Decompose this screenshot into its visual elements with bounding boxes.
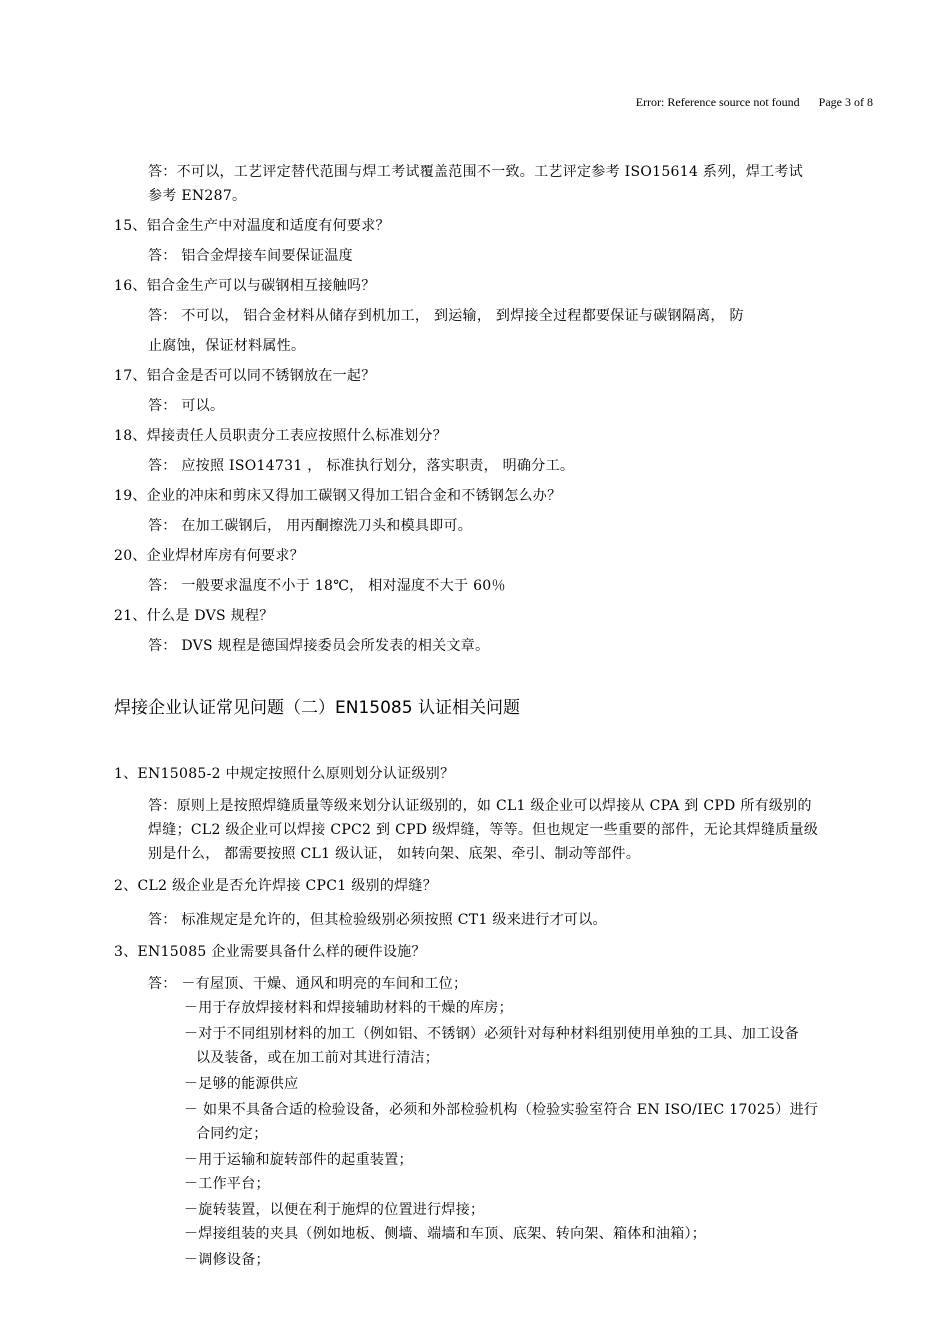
answer-line: 答：不可以，工艺评定替代范围与焊工考试覆盖范围不一致。工艺评定参考 ISO15614 系列，焊工考试 (148, 164, 804, 180)
list-item: － 如果不具备合适的检验设备，必须和外部检验机构（检验实验室符合 EN ISO/IEC 17025）进行 (184, 1102, 819, 1118)
question-line: 3、EN15085 企业需要具备什么样的硬件设施？ (114, 944, 426, 960)
list-item: 合同约定； (196, 1126, 268, 1142)
list-item: 以及装备，或在加工前对其进行清洁； (196, 1050, 440, 1066)
list-item: －用于运输和旋转部件的起重装置； (184, 1152, 413, 1168)
answer-line: 参考 EN287。 (148, 188, 247, 204)
answer-line: 答： DVS 规程是德国焊接委员会所发表的相关文章。 (148, 638, 490, 654)
answer-line: 答： 标准规定是允许的，但其检验级别必须按照 CT1 级来进行才可以。 (148, 912, 607, 928)
list-item: －焊接组装的夹具（例如地板、侧墙、端墙和车顶、底架、转向架、箱体和油箱）； (184, 1226, 707, 1242)
answer-line: 答：原则上是按照焊缝质量等级来划分认证级别的，如 CL1 级企业可以焊接从 CPA 到 CPD 所有级别的 (148, 798, 812, 814)
page-number: Page 3 of 8 (818, 95, 873, 109)
section-heading: 焊接企业认证常见问题（二）EN15085 认证相关问题 (114, 698, 520, 718)
answer-line: 别是什么， 都需要按照 CL1 级认证， 如转向架、底架、牵引、制动等部件。 (148, 846, 641, 862)
answer-line: 答： 铝合金焊接车间要保证温度 (148, 248, 353, 264)
page-header (636, 95, 873, 110)
question-line: 16、铝合金生产可以与碳钢相互接触吗？ (114, 278, 376, 294)
question-line: 21、什么是 DVS 规程？ (114, 608, 274, 624)
answer-line: 答： －有屋顶、干燥、通风和明亮的车间和工位； (148, 976, 468, 992)
list-item: －对于不同组别材料的加工（例如铝、不锈钢）必须针对每种材料组别使用单独的工具、加工设备 (184, 1026, 799, 1042)
list-item: －工作平台； (184, 1176, 270, 1192)
question-line: 17、铝合金是否可以同不锈钢放在一起？ (114, 368, 376, 384)
list-item: －调修设备； (184, 1252, 270, 1268)
question-line: 19、企业的冲床和剪床又得加工碳钢又得加工铝合金和不锈钢怎么办？ (114, 488, 562, 504)
reference-error-text: Error: Reference source not found (635, 95, 800, 109)
list-item: －足够的能源供应 (184, 1076, 299, 1092)
list-item: －用于存放焊接材料和焊接辅助材料的干燥的库房； (184, 1000, 513, 1016)
question-line: 15、铝合金生产中对温度和适度有何要求？ (114, 218, 390, 234)
answer-line: 答： 一般要求温度不小于 18℃， 相对湿度不大于 60％ (148, 578, 506, 594)
question-line: 2、CL2 级企业是否允许焊接 CPC1 级别的焊缝？ (114, 878, 438, 894)
answer-line: 焊缝；CL2 级企业可以焊接 CPC2 到 CPD 级焊缝，等等。但也规定一些重要的部件，无论其焊缝质量级 (148, 822, 819, 838)
question-line: 20、企业焊材库房有何要求？ (114, 548, 305, 564)
answer-line: 答： 在加工碳钢后， 用丙酮擦洗刀头和模具即可。 (148, 518, 473, 534)
question-line: 18、焊接责任人员职责分工表应按照什么标准划分？ (114, 428, 448, 444)
answer-line: 答： 不可以， 铝合金材料从储存到机加工， 到运输， 到焊接全过程都要保证与碳钢隔离， 防 (148, 308, 744, 324)
question-line: 1、EN15085-2 中规定按照什么原则划分认证级别？ (114, 766, 455, 782)
answer-line: 答： 可以。 (148, 398, 225, 414)
answer-line: 止腐蚀，保证材料属性。 (148, 338, 306, 354)
answer-line: 答： 应按照 ISO14731 ， 标准执行划分，落实职责， 明确分工。 (148, 458, 575, 474)
list-item: －旋转装置，以便在利于施焊的位置进行焊接； (184, 1202, 485, 1218)
